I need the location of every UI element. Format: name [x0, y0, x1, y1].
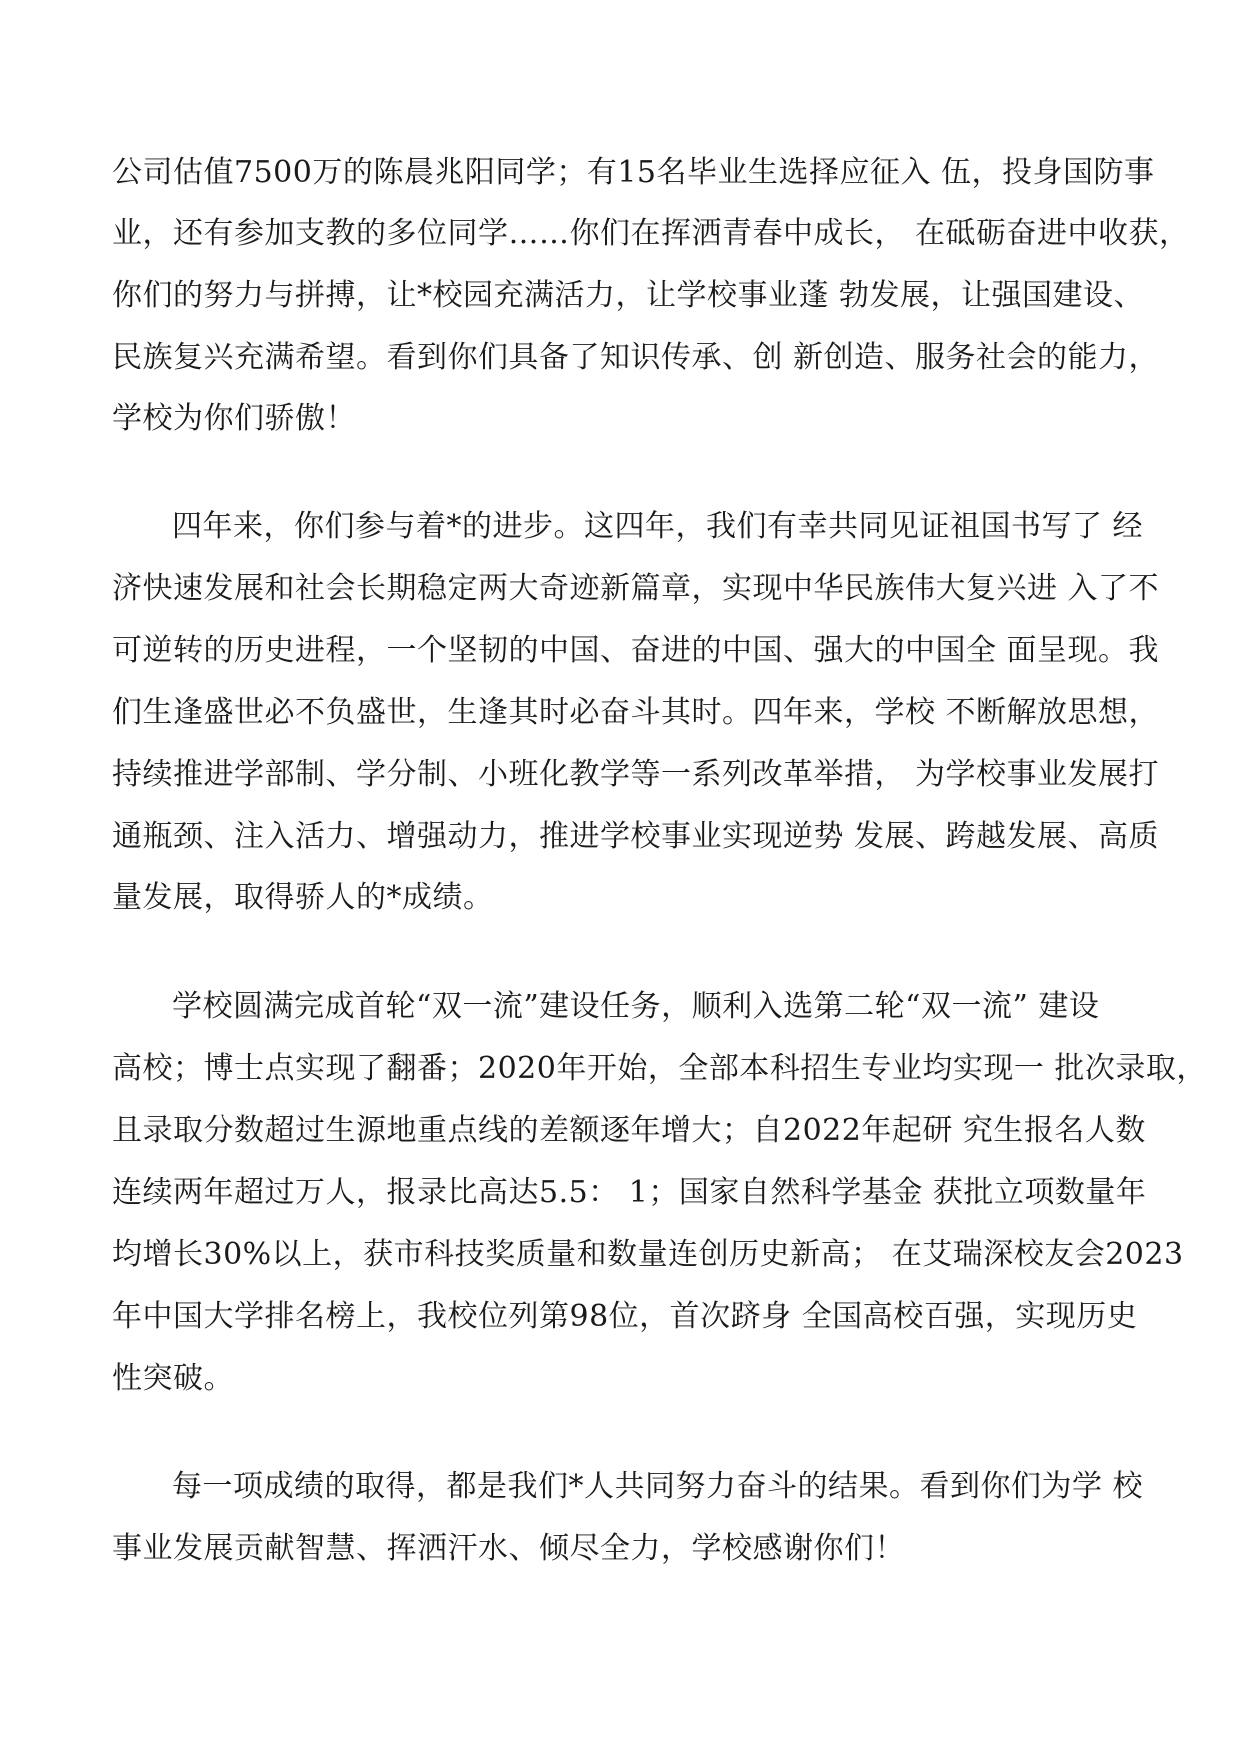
paragraph-3-line-7: 性突破。: [112, 1361, 234, 1396]
paragraph-2-line-5: 持续推进学部制、学分制、小班化教学等一系列改革举措， 为学校事业发展打: [112, 757, 1160, 792]
paragraph-2-line-3: 可逆转的历史进程，一个坚韧的中国、奋进的中国、强大的中国全 面呈现。我: [112, 633, 1160, 668]
paragraph-2-line-6: 通瓶颈、注入活力、增强动力，推进学校事业实现逆势 发展、跨越发展、高质: [112, 819, 1160, 854]
paragraph-2-line-2: 济快速发展和社会长期稳定两大奇迹新篇章，实现中华民族伟大复兴进 入了不: [112, 571, 1160, 606]
paragraph-1-line-2: 业，还有参加支教的多位同学……你们在挥洒青春中成长， 在砥砺奋进中收获，: [112, 216, 1190, 251]
paragraph-3-line-4: 连续两年超过万人，报录比高达5.5： 1；国家自然科学基金 获批立项数量年: [112, 1175, 1147, 1210]
paragraph-3-line-3: 且录取分数超过生源地重点线的差额逐年增大；自2022年起研 究生报名人数: [112, 1113, 1146, 1148]
paragraph-2-line-4: 们生逢盛世必不负盛世，生逢其时必奋斗其时。四年来，学校 不断解放思想，: [112, 695, 1160, 730]
paragraph-3-line-6: 年中国大学排名榜上，我校位列第98位，首次跻身 全国高校百强，实现历史: [112, 1299, 1138, 1334]
paragraph-4-line-2: 事业发展贡献智慧、挥洒汗水、倾尽全力，学校感谢你们！: [112, 1531, 905, 1566]
paragraph-2-line-7: 量发展，取得骄人的*成绩。: [112, 880, 494, 915]
paragraph-1-line-3: 你们的努力与拼搏，让*校园充满活力，让学校事业蓬 勃发展，让强国建设、: [112, 278, 1145, 313]
paragraph-1-line-5: 学校为你们骄傲！: [112, 401, 356, 436]
paragraph-3-line-1: 学校圆满完成首轮“双一流”建设任务，顺利入选第二轮“双一流” 建设: [172, 989, 1100, 1024]
paragraph-3-line-2: 高校；博士点实现了翻番；2020年开始，全部本科招生专业均实现一 批次录取，: [112, 1051, 1207, 1086]
paragraph-2-line-1: 四年来，你们参与着*的进步。这四年，我们有幸共同见证祖国书写了 经: [172, 509, 1144, 544]
paragraph-3-line-5: 均增长30%以上，获市科技奖质量和数量连创历史新高； 在艾瑞深校友会2023: [112, 1237, 1184, 1272]
paragraph-4-line-1: 每一项成绩的取得，都是我们*人共同努力奋斗的结果。看到你们为学 校: [172, 1469, 1144, 1504]
paragraph-1-line-4: 民族复兴充满希望。看到你们具备了知识传承、创 新创造、服务社会的能力，: [112, 340, 1160, 375]
paragraph-1-line-1: 公司估值7500万的陈晨兆阳同学；有15名毕业生选择应征入 伍，投身国防事: [112, 155, 1155, 190]
